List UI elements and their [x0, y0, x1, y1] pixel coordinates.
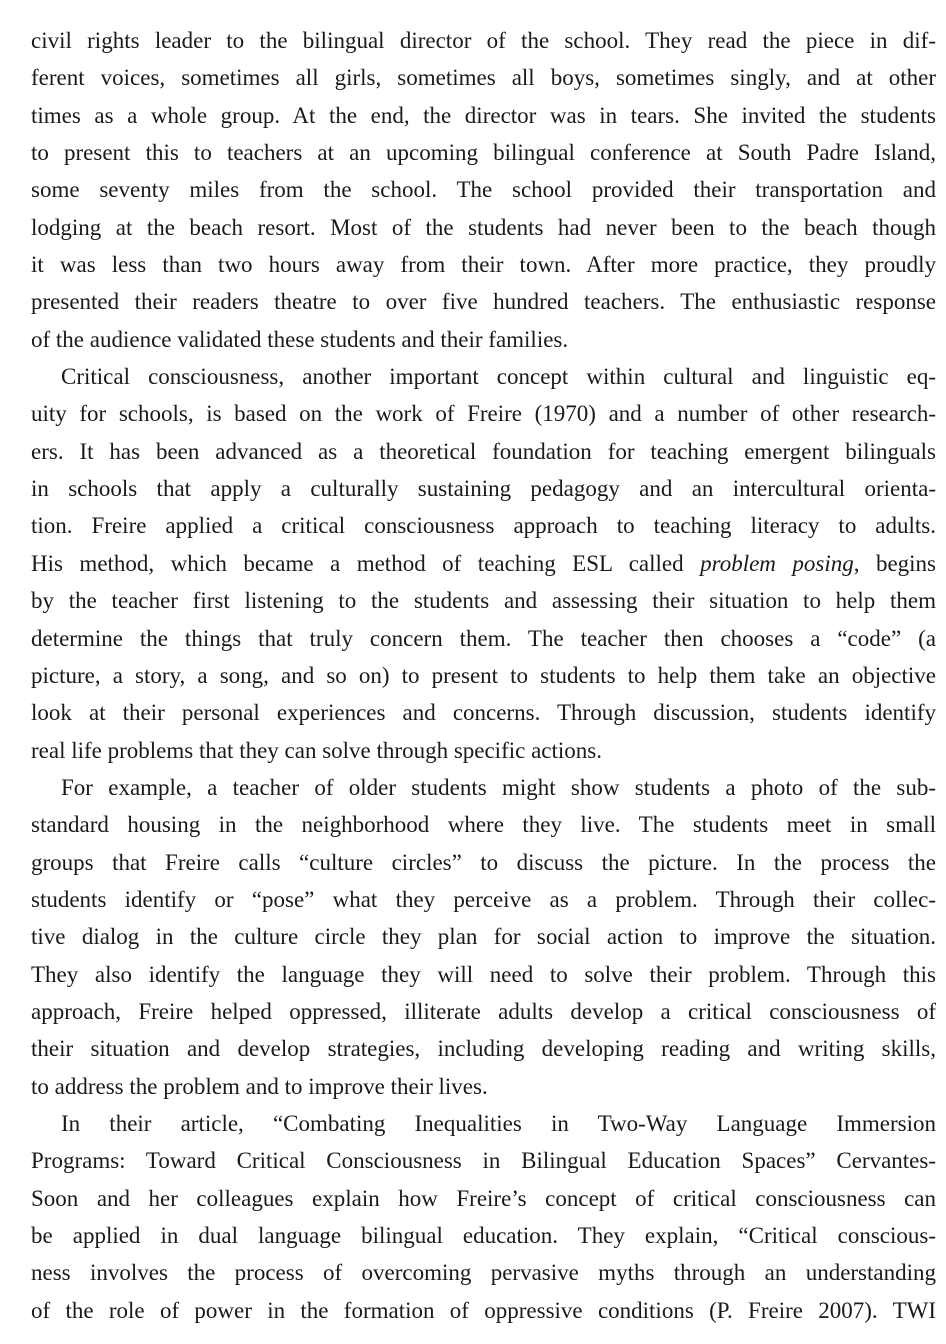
text-line: Soon and her colleagues explain how Freire’s concept of critical consciousness can	[31, 1185, 936, 1211]
text-line: determine the things that truly concern them. The teacher then chooses a “code” (a	[31, 625, 936, 651]
paragraph	[31, 358, 936, 769]
text-line: Critical consciousness, another important concept within cultural and linguistic eq-	[61, 364, 936, 390]
text-line: tive dialog in the culture circle they plan for social action to improve the situation.	[31, 924, 936, 950]
text-line: times as a whole group. At the end, the director was in tears. She invited the students	[31, 102, 936, 128]
text-line: presented their readers theatre to over five hundred teachers. The enthusiastic response	[31, 289, 936, 315]
text-line: civil rights leader to the bilingual director of the school. They read the piece in dif-	[31, 28, 936, 53]
text-line: approach, Freire helped oppressed, illiterate adults develop a critical consciousness of	[31, 998, 936, 1024]
text-line: by the teacher first listening to the students and assessing their situation to help them	[31, 588, 936, 614]
text-line: In their article, “Combating Inequalities in Two-Way Language Immersion	[61, 1110, 936, 1136]
text-line: be applied in dual language bilingual education. They explain, “Critical conscious-	[31, 1223, 936, 1248]
text-line: look at their personal experiences and concerns. Through discussion, students identify	[31, 700, 936, 726]
text-line: standard housing in the neighborhood where they live. The students meet in small	[31, 812, 936, 838]
italic-term: problem posing	[700, 550, 854, 576]
text-run: , begins	[853, 550, 936, 576]
text-line: to address the problem and to improve their lives.	[31, 1073, 488, 1099]
text-line: ferent voices, sometimes all girls, sometimes all boys, sometimes singly, and at other	[31, 65, 936, 91]
text-run: His method, which became a method of teaching ESL called	[31, 550, 701, 576]
text-line: picture, a story, a song, and so on) to present to students to help them take an objective	[31, 662, 936, 688]
paragraph	[31, 22, 936, 358]
text-line: For example, a teacher of older students might show students a photo of the sub-	[61, 774, 936, 800]
text-line: real life problems that they can solve through specific actions.	[31, 737, 602, 763]
text-line	[31, 545, 936, 582]
paragraph	[31, 769, 936, 1105]
text-line: in schools that apply a culturally sustaining pedagogy and an intercultural orienta-	[31, 476, 936, 502]
text-line: groups that Freire calls “culture circles” to discuss the picture. In the process the	[31, 849, 936, 875]
text-line: to present this to teachers at an upcoming bilingual conference at South Padre Island,	[31, 140, 936, 166]
text-line: Programs: Toward Critical Consciousness in Bilingual Education Spaces” Cervantes-	[31, 1148, 936, 1174]
text-line: of the audience validated these students and their families.	[31, 326, 569, 352]
text-line: They also identify the language they will need to solve their problem. Through this	[31, 961, 936, 987]
paragraph	[31, 1105, 936, 1329]
text-line: ers. It has been advanced as a theoretical foundation for teaching emergent bilinguals	[31, 438, 936, 464]
text-line: it was less than two hours away from their town. After more practice, they proudly	[31, 252, 936, 278]
document-page	[31, 22, 936, 1329]
text-line: some seventy miles from the school. The school provided their transportation and	[31, 177, 936, 203]
text-line: ness involves the process of overcoming pervasive myths through an understanding	[31, 1260, 936, 1286]
text-line: their situation and develop strategies, including developing reading and writing skills,	[31, 1036, 936, 1062]
text-line: students identify or “pose” what they perceive as a problem. Through their collec-	[31, 886, 936, 912]
text-line: uity for schools, is based on the work of Freire (1970) and a number of other research-	[31, 401, 936, 427]
text-line: of the role of power in the formation of oppressive conditions (P. Freire 2007). TWI	[31, 1297, 936, 1323]
text-line: lodging at the beach resort. Most of the students had never been to the beach though	[31, 214, 936, 240]
text-line: tion. Freire applied a critical consciousness approach to teaching literacy to adults.	[31, 513, 936, 539]
